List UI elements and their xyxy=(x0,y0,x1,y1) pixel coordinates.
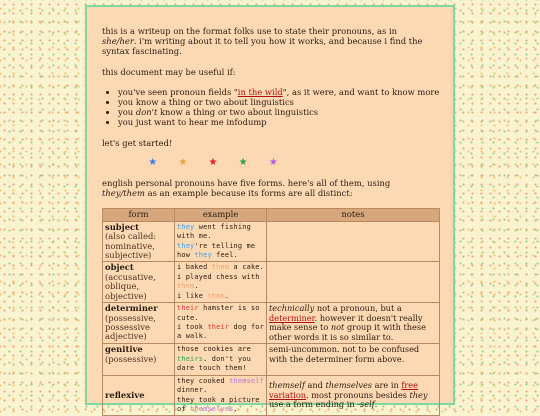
header-form: form xyxy=(103,209,175,221)
text: use a form ending in xyxy=(269,399,358,410)
text: . i'm writing about it to tell you how it works, and because i find the syntax fascinating. xyxy=(102,36,423,57)
text: they cooked xyxy=(177,376,230,385)
text: ", as it were, and want to know more xyxy=(282,86,440,97)
pronoun-word: themselves xyxy=(190,404,234,413)
form-name: reflexive xyxy=(105,389,145,400)
example-cell xyxy=(175,375,267,416)
text: . xyxy=(233,404,238,413)
star-icon: ★ xyxy=(178,156,188,168)
table-row-subject xyxy=(103,221,440,262)
text: not a pronoun, but a xyxy=(314,303,402,314)
list-item: • you know a thing or two about linguistics xyxy=(118,97,453,107)
table-row-reflexive xyxy=(103,375,440,416)
star-icon: ★ xyxy=(268,156,278,168)
notes-cell xyxy=(267,262,440,303)
determiner-link[interactable]: determiner xyxy=(269,312,315,323)
text: are in xyxy=(372,380,402,391)
notes-cell xyxy=(267,375,440,416)
get-started-text: let's get started! xyxy=(102,137,173,148)
form-cell xyxy=(103,375,175,416)
intro-paragraph xyxy=(102,26,430,57)
example-line xyxy=(177,292,264,301)
document-page xyxy=(85,5,455,413)
star-icon: ★ xyxy=(148,156,158,168)
text: i baked xyxy=(177,263,212,272)
list-item xyxy=(118,87,453,97)
pronoun-word: their xyxy=(177,304,199,313)
example-line xyxy=(177,242,264,261)
form-alt-names: (possessive) xyxy=(105,353,157,364)
pronoun-word: their xyxy=(207,322,230,331)
star-icon: ★ xyxy=(208,156,218,168)
example-cell xyxy=(175,262,267,303)
emphasis: -self xyxy=(357,399,375,410)
text: . xyxy=(374,399,378,410)
form-alt-names: (also called: nominative, subjective) xyxy=(105,231,157,261)
form-name: determiner xyxy=(105,303,158,314)
example-line xyxy=(177,223,264,242)
text: 're telling me how xyxy=(177,241,256,260)
example-line xyxy=(177,323,264,342)
notes-cell xyxy=(267,221,440,262)
forms-intro xyxy=(102,178,430,198)
form-cell xyxy=(103,303,175,344)
text: i took xyxy=(177,322,208,331)
table-row-object xyxy=(103,262,440,303)
text: . however it doesn't really make sense to xyxy=(269,312,423,333)
star-divider xyxy=(102,158,324,168)
list-item xyxy=(118,107,453,117)
emphasis: don't xyxy=(135,107,158,118)
table-row-genitive xyxy=(103,344,440,375)
list-item: • you just want to hear me infodump xyxy=(118,117,453,127)
emphasis: themself xyxy=(269,380,305,391)
text: you xyxy=(118,107,136,118)
text: know a thing or two about linguistics xyxy=(157,107,319,118)
text: dog for a walk. xyxy=(177,322,264,341)
header-notes: notes xyxy=(267,209,440,221)
example-cell xyxy=(175,303,267,344)
pronoun-word: they xyxy=(177,241,195,250)
example-line xyxy=(177,345,264,373)
pronoun-word: they xyxy=(194,251,212,260)
example-line xyxy=(177,263,264,272)
form-alt-names: (accusative, oblique, objective) xyxy=(105,271,156,301)
usefulness-list xyxy=(102,87,453,128)
table-row-determiner xyxy=(103,303,440,344)
text: as an example because its forms are all distinct: xyxy=(144,188,353,199)
form-name: subject xyxy=(105,221,139,232)
emphasis: technically xyxy=(269,303,315,314)
example-line xyxy=(177,377,264,396)
in-the-wild-link[interactable]: in the wild xyxy=(237,86,283,97)
text: feel. xyxy=(211,251,238,260)
text: they took a picture of xyxy=(177,395,260,413)
emphasis: themselves xyxy=(325,380,372,391)
star-icon: ★ xyxy=(238,156,248,168)
pronoun-word: they xyxy=(177,222,195,231)
example-line xyxy=(177,304,264,323)
text: went fishing with me. xyxy=(177,222,251,241)
emphasis: not xyxy=(330,322,345,333)
form-cell xyxy=(103,262,175,303)
text: i played chess with xyxy=(177,272,260,281)
text: and xyxy=(304,380,326,391)
form-name: genitive xyxy=(105,344,143,355)
usefulness-intro: this document may be useful if: xyxy=(102,66,236,77)
pronoun-word: them xyxy=(211,263,230,272)
text: english personal pronouns have five forms. here's all of them, using xyxy=(102,178,391,189)
form-cell xyxy=(103,221,175,262)
text: this is a writeup on the format folks use to state their pronouns, as in xyxy=(102,26,398,36)
table-header-row xyxy=(103,209,440,221)
example-cell xyxy=(175,221,267,262)
form-name: object xyxy=(105,262,134,273)
text: . xyxy=(224,291,230,300)
pronoun-word: themself xyxy=(229,376,264,385)
text: hamster is so cute. xyxy=(177,304,260,322)
notes-cell xyxy=(267,303,440,344)
pronoun-word: them xyxy=(207,291,225,300)
text: dinner. xyxy=(177,386,208,395)
text: those cookies are xyxy=(177,345,251,354)
form-alt-names: (possessive, possessive adjective) xyxy=(105,312,156,342)
notes-cell: semi-uncommon. not to be confused with the determiner form above. xyxy=(267,344,440,375)
text: you've seen pronoun fields " xyxy=(118,86,238,97)
emphasis: they xyxy=(409,389,428,400)
form-cell xyxy=(103,344,175,375)
free-variation-link[interactable]: free variation xyxy=(269,380,418,400)
pronoun-word: them xyxy=(177,282,195,291)
text: . most pronouns besides xyxy=(306,389,410,400)
text: i like xyxy=(177,291,208,300)
header-example: example xyxy=(175,209,267,221)
pronoun-word: theirs xyxy=(177,354,204,363)
example-cell xyxy=(175,344,267,375)
pronoun-example: she/her xyxy=(102,36,134,47)
example-line xyxy=(177,273,264,292)
text: a cake. xyxy=(229,263,264,272)
text: . xyxy=(194,282,199,291)
pronoun-example: they/them xyxy=(102,188,145,199)
text: group it with these other words it is so similar to. xyxy=(269,322,426,342)
example-line xyxy=(177,396,264,415)
text: . don't you dare touch them! xyxy=(177,354,251,373)
pronoun-forms-table xyxy=(102,208,440,416)
